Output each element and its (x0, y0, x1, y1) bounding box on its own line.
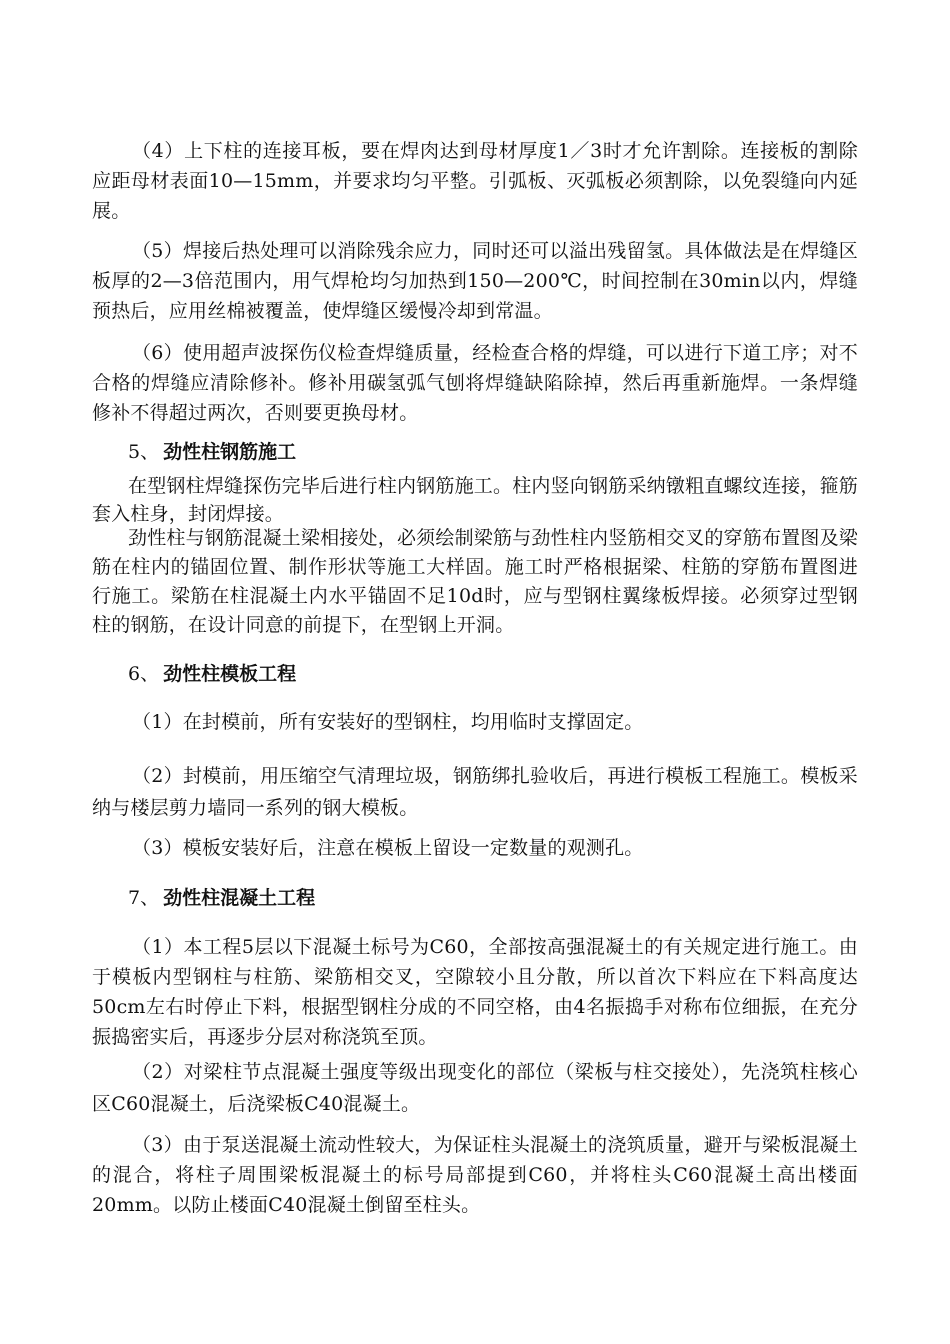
section-title: 劲性柱钢筋施工 (163, 441, 297, 463)
paragraph-concrete-2: （2）对梁柱节点混凝土强度等级出现变化的部位（梁板与柱交接处），先浇筑柱核心区C60混凝土，后浇梁板C40混凝土。 (92, 1061, 858, 1115)
section-title: 劲性柱混凝土工程 (163, 887, 316, 909)
section-heading-concrete (128, 884, 315, 912)
paragraph-concrete-1: （1）本工程5层以下混凝土标号为C60，全部按高强混凝土的有关规定进行施工。由于模板内型钢柱与柱筋、梁筋相交叉，空隙较小且分散，所以首次下料应在下料高度达50cm左右时停止下料，根据型钢柱分成的不同空格，由4名振捣手对称布位细振，在充分振捣密实后，再逐步分层对称浇筑至顶。 (92, 936, 858, 1048)
section-number: 6、 (128, 663, 160, 685)
section-number: 5、 (128, 441, 160, 463)
paragraph-rebar-beam-joint: 劲性柱与钢筋混凝土梁相接处，必须绘制梁筋与劲性柱内竖筋相交叉的穿筋布置图及梁筋在柱内的锚固位置、制作形状等施工大样固。施工时严格根据梁、柱筋的穿筋布置图进行施工。梁筋在柱混凝土内水平锚固不足10d时，应与型钢柱翼缘板焊接。必须穿过型钢柱的钢筋，在设计同意的前提下，在型钢上开洞。 (92, 527, 858, 636)
paragraph-post-weld-heat: （5）焊接后热处理可以消除残余应力，同时还可以溢出残留氢。具体做法是在焊缝区板厚的2—3倍范围内，用气焊枪均匀加热到150—200℃，时间控制在30min以内，焊缝预热后，应用丝棉被覆盖，使焊缝区缓慢冷却到常温。 (92, 240, 858, 322)
paragraph-concrete-3: （3）由于泵送混凝土流动性较大，为保证柱头混凝土的浇筑质量，避开与梁板混凝土的混合，将柱子周围梁板混凝土的标号局部提到C60，并将柱头C60混凝土高出楼面20mm。以防止楼面C40混凝土倒留至柱头。 (92, 1134, 858, 1216)
paragraph-formwork-1: （1）在封模前，所有安装好的型钢柱，均用临时支撑固定。 (132, 711, 644, 733)
section-heading-formwork (128, 660, 296, 688)
paragraph-ear-plate: （4）上下柱的连接耳板，要在焊肉达到母材厚度1／3时才允许割除。连接板的割除应距母材表面10—15mm，并要求均匀平整。引弧板、灭弧板必须割除，以免裂缝向内延展。 (92, 140, 858, 222)
section-number: 7、 (128, 887, 160, 909)
paragraph-rebar-intro: 在型钢柱焊缝探伤完毕后进行柱内钢筋施工。柱内竖向钢筋采纳镦粗直螺纹连接，箍筋套入柱身，封闭焊接。 (92, 475, 858, 525)
paragraph-ultrasonic-check: （6）使用超声波探伤仪检查焊缝质量，经检查合格的焊缝，可以进行下道工序；对不合格的焊缝应清除修补。修补用碳氢弧气刨将焊缝缺陷除掉，然后再重新施焊。一条焊缝修补不得超过两次，否则要更换母材。 (92, 342, 858, 424)
paragraph-formwork-3: （3）模板安装好后，注意在模板上留设一定数量的观测孔。 (132, 837, 644, 859)
paragraph-formwork-2: （2）封模前，用压缩空气清理垃圾，钢筋绑扎验收后，再进行模板工程施工。模板采纳与楼层剪力墙同一系列的钢大模板。 (92, 765, 858, 819)
section-heading-rebar (128, 438, 296, 466)
section-title: 劲性柱模板工程 (163, 663, 297, 685)
